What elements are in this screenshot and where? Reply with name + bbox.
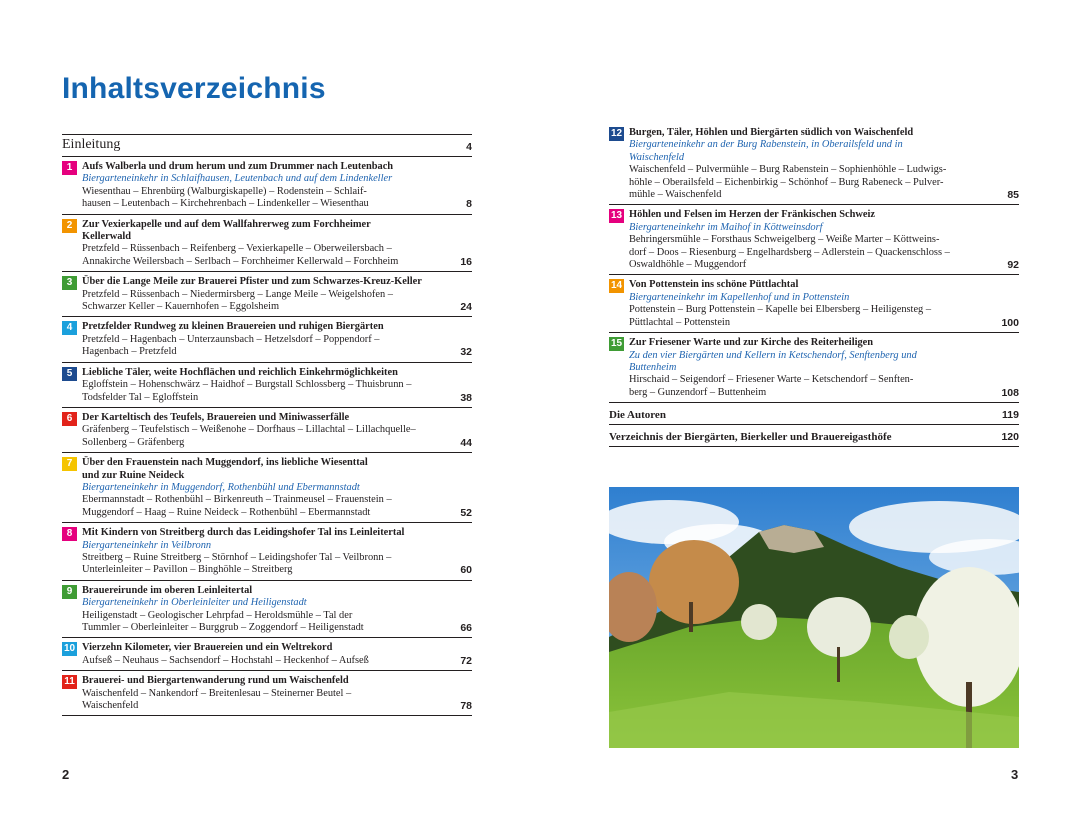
tour-number-badge: 8 bbox=[62, 527, 77, 541]
tour-route-line: Pretzfeld – Rüssenbach – Niedermirsberg – Lange Meile – Weigelshofen – bbox=[82, 288, 393, 300]
tour-title-line: Brauerei- und Biergartenwanderung rund um Waischenfeld bbox=[82, 675, 349, 687]
tour-number-badge: 14 bbox=[610, 280, 623, 292]
tour-title-line: Zur Vexierkapelle und auf dem Wallfahrerweg zum Forchheimer bbox=[82, 218, 371, 230]
toc-entry-body bbox=[82, 367, 472, 404]
toc-entry-4[interactable] bbox=[62, 317, 472, 362]
tour-route-last-row bbox=[82, 392, 472, 404]
toc-entry-body bbox=[82, 412, 472, 449]
toc-authors[interactable] bbox=[609, 403, 1019, 425]
tour-title-line: und zur Ruine Neideck bbox=[82, 469, 185, 481]
tour-subtitle-line: Biergarteneinkehr in Muggendorf, Rothenbühl und Ebermannstadt bbox=[82, 481, 360, 493]
page-title: Inhaltsverzeichnis bbox=[62, 72, 326, 105]
index-label: Verzeichnis der Biergärten, Bierkeller und Brauereigasthöfe bbox=[609, 431, 892, 444]
tour-subtitle-line: Biergarteneinkehr im Kapellenhof und in Pottenstein bbox=[629, 291, 850, 303]
tour-route-last-row bbox=[82, 256, 472, 268]
tour-route-last-row bbox=[82, 622, 472, 634]
toc-entry-1[interactable] bbox=[62, 157, 472, 215]
index-page: 120 bbox=[1001, 431, 1019, 444]
tour-route-last-row bbox=[629, 387, 1019, 399]
tour-route-line: Aufseß – Neuhaus – Sachsendorf – Hochstahl – Heckenhof – Aufseß bbox=[82, 654, 369, 666]
tour-route-line: Heiligenstadt – Geologischer Lehrpfad – Heroldsmühle – Tal der bbox=[82, 609, 353, 621]
tour-route-line: höhle – Oberailsfeld – Eichenbirkig – Schönhof – Burg Rabeneck – Pulver- bbox=[629, 176, 944, 188]
toc-left-column bbox=[62, 134, 472, 716]
tour-number-badge: 9 bbox=[62, 585, 77, 599]
tour-route-line: Annakirche Weilersbach – Serlbach – Forchheimer Kellerwald – Forchheim bbox=[82, 255, 399, 267]
tour-route-line: dorf – Doos – Riesenburg – Engelhardsberg – Adlerstein – Quackenschloss – bbox=[629, 246, 950, 258]
tour-title-line: Kellerwald bbox=[82, 231, 132, 243]
page-number-right: 3 bbox=[1011, 767, 1019, 782]
tour-page-number: 85 bbox=[1007, 189, 1019, 202]
tour-subtitle-line: Biergarteneinkehr in Veilbronn bbox=[82, 539, 212, 551]
tour-number-badge: 4 bbox=[62, 321, 77, 335]
toc-entry-body bbox=[82, 675, 472, 712]
tour-page-number: 24 bbox=[460, 301, 472, 314]
tour-route-last-row bbox=[629, 259, 1019, 271]
tour-route-last-row bbox=[82, 198, 472, 210]
tour-title-line: Über die Lange Meile zur Brauerei Pfister und zum Schwarzes-Kreuz-Keller bbox=[82, 276, 422, 288]
toc-entry-8[interactable] bbox=[62, 523, 472, 581]
toc-entry-10[interactable] bbox=[62, 638, 472, 671]
toc-entry-body bbox=[82, 642, 472, 667]
tour-title-line: Liebliche Täler, weite Hochflächen und reichlich Einkehrmöglichkeiten bbox=[82, 366, 398, 378]
tour-page-number: 108 bbox=[1001, 386, 1019, 399]
tour-route-last-row bbox=[629, 189, 1019, 201]
toc-entry-3[interactable] bbox=[62, 272, 472, 317]
toc-entry-12[interactable] bbox=[609, 124, 1019, 205]
tour-route-line: Wiesenthau – Ehrenbürg (Walburgiskapelle) – Rodenstein – Schlaif- bbox=[82, 185, 367, 197]
toc-entry-body bbox=[82, 585, 472, 635]
toc-entry-9[interactable] bbox=[62, 581, 472, 639]
tour-route-line: Waischenfeld bbox=[82, 700, 139, 712]
tour-page-number: 8 bbox=[466, 198, 472, 211]
tour-route-line: Sollenberg – Gräfenberg bbox=[82, 436, 185, 448]
tour-number-badge: 12 bbox=[610, 128, 623, 139]
toc-entry-14[interactable] bbox=[609, 275, 1019, 333]
tour-route-last-row bbox=[82, 564, 472, 576]
toc-intro[interactable] bbox=[62, 134, 472, 157]
toc-entry-body bbox=[629, 209, 1019, 271]
toc-entry-body bbox=[82, 219, 472, 269]
tour-number-badge: 6 bbox=[62, 412, 77, 426]
tour-route-line: Streitberg – Ruine Streitberg – Störnhof – Leidingshofer Tal – Veilbronn – bbox=[82, 551, 392, 563]
tour-route-line: Pretzfeld – Hagenbach – Unterzaunsbach – Hetzelsdorf – Poppendorf – bbox=[82, 333, 380, 345]
toc-entry-5[interactable] bbox=[62, 363, 472, 408]
tour-route-line: Waischenfeld – Pulvermühle – Burg Rabenstein – Sophienhöhle – Ludwigs- bbox=[629, 164, 947, 176]
tour-title-line: Der Karteltisch des Teufels, Brauereien und Miniwasserfälle bbox=[82, 411, 350, 423]
tour-route-line: Unterleinleiter – Pavillon – Binghöhle – Streitberg bbox=[82, 564, 293, 576]
tour-subtitle-line: Biergarteneinkehr an der Burg Rabenstein, in Oberailsfeld und in bbox=[629, 139, 903, 151]
tour-route-last-row bbox=[82, 655, 472, 667]
tour-page-number: 16 bbox=[460, 255, 472, 268]
tour-subtitle-line: Waischenfeld bbox=[629, 151, 685, 163]
tour-title-line: Höhlen und Felsen im Herzen der Fränkischen Schweiz bbox=[629, 209, 876, 221]
tour-route-line: Pottenstein – Burg Pottenstein – Kapelle bei Elbersberg – Heiligensteg – bbox=[629, 304, 932, 316]
tour-title-line: Über den Frauenstein nach Muggendorf, ins liebliche Wiesenttal bbox=[82, 457, 368, 469]
tour-route-line: Tummler – Oberleinleiter – Burggrub – Zoggendorf – Heiligenstadt bbox=[82, 622, 364, 633]
tour-route-line: Hirschaid – Seigendorf – Friesener Warte – Ketschendorf – Senften- bbox=[629, 374, 914, 386]
tour-route-last-row bbox=[82, 700, 472, 712]
toc-entry-body bbox=[82, 457, 472, 519]
tour-route-line: Hagenbach – Pretzfeld bbox=[82, 346, 177, 358]
tour-route-line: mühle – Waischenfeld bbox=[629, 189, 722, 201]
tour-route-line: Schwarzer Keller – Kauernhofen – Eggolsheim bbox=[82, 301, 280, 313]
tour-number-badge: 5 bbox=[62, 367, 77, 381]
toc-entry-body bbox=[82, 321, 472, 358]
tour-title-line: Mit Kindern von Streitberg durch das Leidingshofer Tal ins Leinleitertal bbox=[82, 527, 405, 539]
tour-number-badge: 11 bbox=[62, 675, 77, 689]
tour-route-line: hausen – Leutenbach – Kirchehrenbach – Lindenkeller – Wiesenthau bbox=[82, 198, 369, 210]
tour-page-number: 66 bbox=[460, 622, 472, 634]
toc-index[interactable] bbox=[609, 425, 1019, 447]
toc-entry-body bbox=[629, 127, 1019, 201]
tour-page-number: 92 bbox=[1007, 259, 1019, 272]
tour-page-number: 44 bbox=[460, 436, 472, 449]
tour-route-line: Egloffstein – Hohenschwärz – Haidhof – Burgstall Schlossberg – Thuisbrunn – bbox=[82, 379, 412, 391]
tour-title-line: Zur Friesener Warte und zur Kirche des Reiterheiligen bbox=[629, 337, 874, 349]
tour-page-number: 52 bbox=[460, 506, 472, 519]
tour-route-last-row bbox=[82, 437, 472, 449]
toc-entry-body bbox=[629, 337, 1019, 399]
toc-entry-body bbox=[82, 161, 472, 211]
tour-route-line: berg – Gunzendorf – Buttenheim bbox=[629, 386, 767, 398]
tour-number-badge: 3 bbox=[62, 276, 77, 290]
tour-title-line: Burgen, Täler, Höhlen und Biergärten südlich von Waischenfeld bbox=[629, 127, 914, 138]
tour-route-last-row bbox=[629, 317, 1019, 329]
tour-number-badge: 7 bbox=[62, 457, 77, 471]
toc-entry-13[interactable] bbox=[609, 205, 1019, 275]
tour-route-line: Gräfenberg – Teufelstisch – Weißenohe – Dorfhaus – Lillachtal – Lillachquelle– bbox=[82, 424, 416, 436]
tour-route-last-row bbox=[82, 507, 472, 519]
tour-subtitle-line: Zu den vier Biergärten und Kellern in Ketschendorf, Senftenberg und bbox=[629, 349, 917, 361]
tour-page-number: 38 bbox=[460, 391, 472, 404]
tour-number-badge: 1 bbox=[62, 161, 77, 175]
tour-route-line: Muggendorf – Haag – Ruine Neideck – Rothenbühl – Ebermannstadt bbox=[82, 506, 371, 518]
intro-page: 4 bbox=[466, 141, 472, 153]
toc-right-entries bbox=[609, 124, 1019, 403]
toc-left-entries bbox=[62, 157, 472, 716]
tour-number-badge: 13 bbox=[610, 210, 623, 222]
authors-page: 119 bbox=[1002, 409, 1019, 422]
tour-route-last-row bbox=[82, 346, 472, 358]
tour-title-line: Von Pottenstein ins schöne Püttlachtal bbox=[629, 279, 799, 291]
tour-page-number: 78 bbox=[460, 700, 472, 713]
tour-route-line: Todsfelder Tal – Egloffstein bbox=[82, 391, 199, 403]
intro-label: Einleitung bbox=[62, 137, 121, 152]
toc-right-column bbox=[609, 124, 1019, 447]
toc-entry-2[interactable] bbox=[62, 215, 472, 273]
toc-entry-11[interactable] bbox=[62, 671, 472, 716]
tour-route-line: Ebermannstadt – Rothenbühl – Birkenreuth – Trainmeusel – Frauenstein – bbox=[82, 494, 392, 506]
toc-entry-body bbox=[82, 276, 472, 313]
tour-page-number: 72 bbox=[460, 654, 472, 667]
tour-number-badge: 10 bbox=[63, 643, 76, 655]
tour-page-number: 60 bbox=[460, 564, 472, 577]
tour-number-badge: 15 bbox=[610, 338, 623, 350]
toc-entry-6[interactable] bbox=[62, 408, 472, 453]
tour-number-badge: 2 bbox=[62, 219, 77, 233]
tour-title-line: Pretzfelder Rundweg zu kleinen Brauereien und ruhigen Biergärten bbox=[82, 321, 384, 333]
toc-entry-body bbox=[629, 279, 1019, 329]
tour-route-line: Pretzfeld – Rüssenbach – Reifenberg – Vexierkapelle – Oberweilersbach – bbox=[82, 243, 392, 255]
landscape-photo bbox=[609, 487, 1019, 748]
tour-route-last-row bbox=[82, 301, 472, 313]
tour-page-number: 100 bbox=[1001, 316, 1019, 329]
tour-subtitle-line: Biergarteneinkehr im Maihof in Köttweinsdorf bbox=[629, 221, 823, 233]
tour-title-line: Vierzehn Kilometer, vier Brauereien und ein Weltrekord bbox=[82, 642, 333, 654]
tour-subtitle-line: Buttenheim bbox=[629, 361, 677, 373]
tour-route-line: Behringersmühle – Forsthaus Schweigelberg – Weiße Marter – Köttweins- bbox=[629, 234, 940, 246]
tour-title-line: Brauereirunde im oberen Leinleitertal bbox=[82, 584, 253, 596]
tour-route-line: Waischenfeld – Nankendorf – Breitenlesau – Steinerner Beutel – bbox=[82, 687, 352, 699]
tour-subtitle-line: Biergarteneinkehr in Oberleinleiter und Heiligenstadt bbox=[82, 597, 307, 609]
tour-subtitle-line: Biergarteneinkehr in Schlaifhausen, Leutenbach und auf dem Lindenkeller bbox=[82, 173, 393, 185]
tour-title-line: Aufs Walberla und drum herum und zum Drummer nach Leutenbach bbox=[82, 161, 394, 172]
toc-entry-7[interactable] bbox=[62, 453, 472, 523]
page-number-left: 2 bbox=[62, 767, 70, 782]
tour-route-line: Püttlachtal – Pottenstein bbox=[629, 316, 731, 328]
tour-page-number: 32 bbox=[460, 346, 472, 359]
tour-route-line: Oswaldhöhle – Muggendorf bbox=[629, 259, 747, 271]
toc-entry-15[interactable] bbox=[609, 333, 1019, 403]
toc-entry-body bbox=[82, 527, 472, 577]
authors-label: Die Autoren bbox=[609, 409, 666, 422]
